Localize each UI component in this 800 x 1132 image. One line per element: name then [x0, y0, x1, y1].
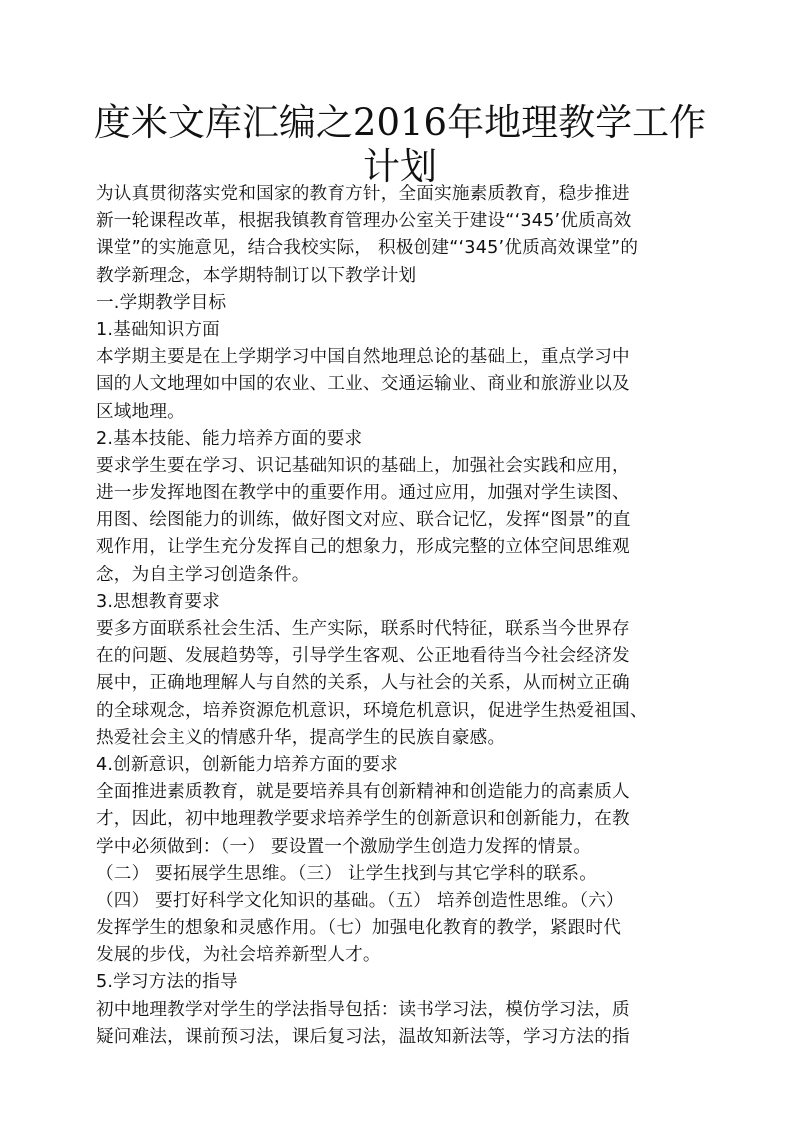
body-line: 初中地理教学对学生的学法指导包括：读书学习法，模仿学习法，质 — [96, 999, 630, 1020]
body-line: 课堂”的实施意见，结合我校实际， 积极创建“‘345’优质高效课堂”的 — [96, 238, 639, 259]
subsection-heading: 5.学习方法的指导 — [96, 972, 238, 993]
body-line: 要多方面联系社会生活、生产实际，联系时代特征，联系当今世界存 — [96, 619, 630, 639]
body-line: （四） 要打好科学文化知识的基础。（五） 培养创造性思维。（六） — [96, 890, 624, 911]
body-line: 发展的步伐，为社会培养新型人才。 — [96, 945, 381, 966]
body-line: 全面推进素质教育，就是要培养具有创新精神和创造能力的高素质人 — [96, 782, 630, 803]
body-line: 念，为自主学习创造条件。 — [96, 564, 310, 585]
body-line: 新一轮课程改革，根据我镇教育管理办公室关于建设“‘345’优质高效 — [96, 211, 632, 232]
body-line: 的全球观念，培养资源危机意识，环境危机意识，促进学生热爱祖国、 — [96, 700, 648, 721]
body-line: 进一步发挥地图在教学中的重要作用。通过应用，加强对学生读图、 — [96, 483, 630, 504]
document-body — [96, 181, 736, 1051]
body-line: 本学期主要是在上学期学习中国自然地理总论的基础上，重点学习中 — [96, 347, 630, 368]
document-title-line-1: 度米文库汇编之2016年地理教学工作 — [93, 101, 707, 144]
body-line: 要求学生要在学习、识记基础知识的基础上，加强社会实践和应用， — [96, 455, 630, 476]
body-line: （二） 要拓展学生思维。（三） 让学生找到与其它学科的联系。 — [96, 863, 598, 884]
subsection-heading: 2.基本技能、能力培养方面的要求 — [96, 428, 363, 449]
body-line: 为认真贯彻落实党和国家的教育方针，全面实施素质教育，稳步推进 — [96, 184, 630, 204]
body-line: 热爱社会主义的情感升华，提高学生的民族自豪感。 — [96, 727, 506, 748]
body-line: 教学新理念，本学期特制订以下教学计划 — [96, 265, 417, 286]
subsection-heading: 4.创新意识，创新能力培养方面的要求 — [96, 754, 398, 775]
body-line: 用图、绘图能力的训练，做好图文对应、联合记忆，发挥“图景”的直 — [96, 510, 631, 531]
body-line: 国的人文地理如中国的农业、工业、交通运输业、商业和旅游业以及 — [96, 374, 630, 395]
body-line: 在的问题、发展趋势等，引导学生客观、公正地看待当今社会经济发 — [96, 646, 630, 667]
body-line: 发挥学生的想象和灵感作用。（七）加强电化教育的教学，紧跟时代 — [96, 918, 622, 939]
document-title-line-2: 计划 — [363, 145, 437, 188]
body-line: 展中，正确地理解人与自然的关系，人与社会的关系，从而树立正确 — [96, 673, 630, 694]
section-heading: 一.学期教学目标 — [96, 292, 227, 313]
body-line: 才，因此，初中地理教学要求培养学生的创新意识和创新能力，在教 — [96, 809, 630, 830]
subsection-heading: 1.基础知识方面 — [96, 319, 220, 340]
body-line: 疑问难法，课前预习法，课后复习法，温故知新法等，学习方法的指 — [96, 1026, 630, 1047]
body-line: 观作用，让学生充分发挥自己的想象力，形成完整的立体空间思维观 — [96, 537, 630, 558]
subsection-heading: 3.思想教育要求 — [96, 591, 220, 612]
body-line: 学中必须做到：（一） 要设置一个激励学生创造力发挥的情景。 — [96, 836, 592, 857]
body-line: 区域地理。 — [96, 401, 185, 422]
